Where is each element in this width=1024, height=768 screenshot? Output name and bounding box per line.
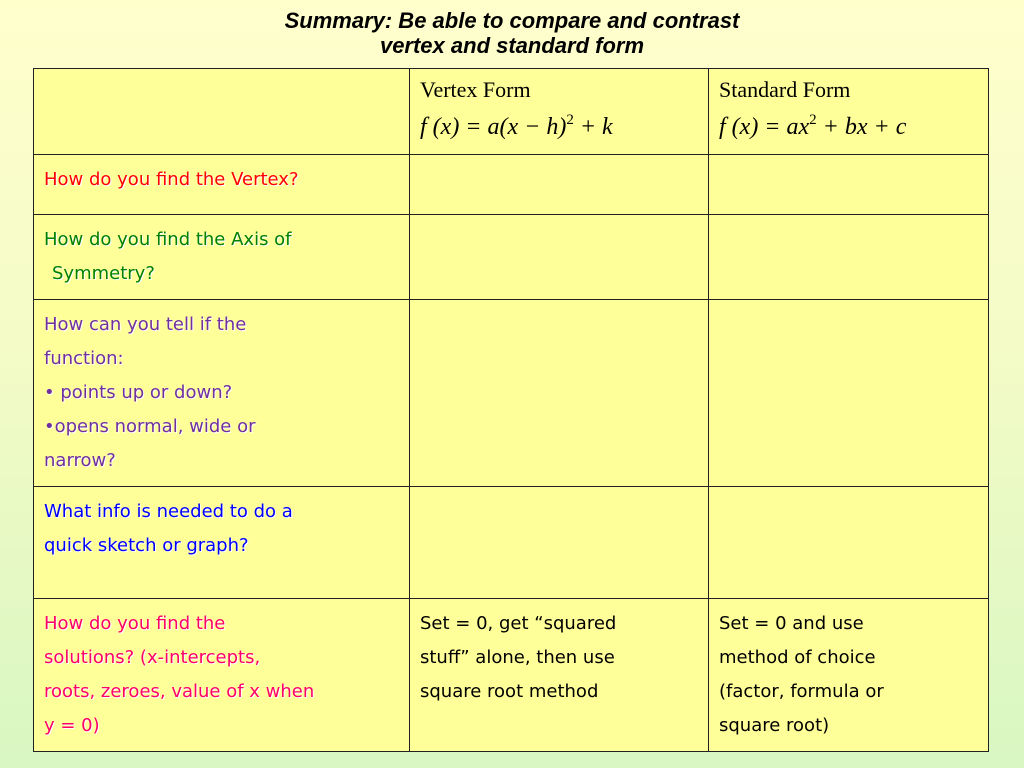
header-empty-cell	[34, 69, 410, 155]
question-line: • points up or down?	[44, 382, 233, 403]
question-axis-of-symmetry	[44, 223, 399, 291]
question-line: quick sketch or graph?	[44, 535, 249, 556]
answer-line: square root method	[420, 681, 599, 702]
question-solutions	[44, 607, 399, 743]
vertex-answer-cell	[410, 215, 709, 300]
vertex-answer-cell	[410, 300, 709, 487]
question-cell-vertex	[34, 155, 410, 215]
standard-form-formula	[719, 103, 978, 144]
question-line: roots, zeroes, value of x when	[44, 681, 315, 702]
comparison-table	[33, 68, 989, 752]
standard-formula-exponent: 2	[809, 112, 817, 128]
vertex-form-formula	[420, 103, 698, 144]
vertex-answer-cell	[410, 487, 709, 599]
question-line: function:	[44, 348, 124, 369]
answer-line: square root)	[719, 715, 830, 736]
table-header-row	[34, 69, 989, 155]
header-standard-form	[709, 69, 989, 155]
title-line-1: Summary: Be able to compare and contrast	[284, 8, 740, 33]
vertex-formula-tail: + k	[573, 114, 613, 140]
table-row	[34, 487, 989, 599]
question-line: How do you find the	[44, 613, 226, 634]
table-row	[34, 215, 989, 300]
question-vertex	[44, 163, 399, 197]
answer-line: stuff” alone, then use	[420, 647, 615, 668]
question-direction-width	[44, 308, 399, 478]
question-line: •opens normal, wide or	[44, 416, 256, 437]
question-line: solutions? (x-intercepts,	[44, 647, 261, 668]
question-line: y = 0)	[44, 715, 100, 736]
question-line: narrow?	[44, 450, 116, 471]
question-line: How do you find the Axis of	[44, 229, 292, 250]
question-line: Symmetry?	[52, 263, 155, 284]
answer-line: method of choice	[719, 647, 876, 668]
standard-answer-cell	[709, 487, 989, 599]
standard-answer-cell	[709, 215, 989, 300]
vertex-answer-cell	[410, 155, 709, 215]
vertex-formula-exponent: 2	[566, 112, 574, 128]
vertex-form-label: Vertex Form	[420, 77, 531, 102]
standard-answer-cell	[709, 300, 989, 487]
question-cell-direction	[34, 300, 410, 487]
standard-form-label: Standard Form	[719, 77, 851, 102]
question-sketch-info	[44, 495, 399, 563]
standard-formula-tail: + bx + c	[816, 114, 907, 140]
answer-line: (factor, formula or	[719, 681, 884, 702]
table-row	[34, 599, 989, 752]
question-line: How can you tell if the	[44, 314, 247, 335]
standard-answer-cell	[709, 599, 989, 752]
question-cell-solutions	[34, 599, 410, 752]
standard-formula-main: f (x) = ax	[719, 114, 810, 140]
question-line: What info is needed to do a	[44, 501, 293, 522]
slide-title	[0, 8, 1024, 58]
header-vertex-form	[410, 69, 709, 155]
table-row	[34, 155, 989, 215]
table-row	[34, 300, 989, 487]
question-line: How do you find the Vertex?	[44, 169, 299, 190]
question-cell-sketch	[34, 487, 410, 599]
question-cell-axis	[34, 215, 410, 300]
standard-solutions-answer	[719, 607, 978, 743]
standard-answer-cell	[709, 155, 989, 215]
answer-line: Set = 0 and use	[719, 613, 864, 634]
title-line-2: vertex and standard form	[379, 33, 645, 58]
vertex-answer-cell	[410, 599, 709, 752]
vertex-formula-main: f (x) = a(x − h)	[420, 114, 567, 140]
vertex-solutions-answer	[420, 607, 698, 709]
answer-line: Set = 0, get “squared	[420, 613, 617, 634]
